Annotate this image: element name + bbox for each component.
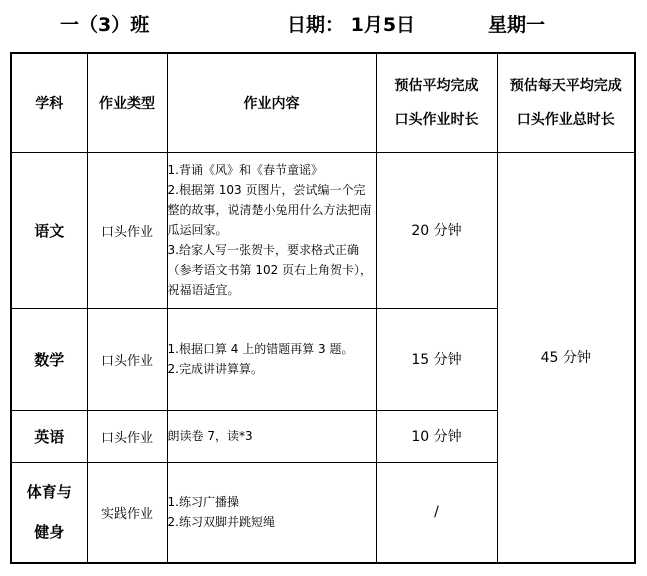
time-math: 15 分钟 bbox=[376, 308, 497, 410]
col-header-daily-total-line1: 预估每天平均完成 bbox=[509, 77, 622, 94]
content-item: 1.背诵《风》和《春节童谣》 bbox=[167, 163, 323, 177]
content-item: 2.练习双脚并跳短绳 bbox=[167, 515, 275, 530]
content-item: 2.完成讲讲算算。 bbox=[167, 362, 263, 376]
col-header-type: 作业类型 bbox=[87, 53, 167, 152]
homework-table bbox=[10, 52, 636, 564]
content-item: 1.练习广播操 bbox=[167, 495, 239, 510]
type-english: 口头作业 bbox=[87, 410, 167, 462]
col-header-avg-time bbox=[376, 53, 497, 152]
subject-chinese: 语文 bbox=[11, 152, 87, 308]
subject-pe bbox=[11, 462, 87, 563]
content-math bbox=[167, 308, 376, 410]
time-chinese: 20 分钟 bbox=[376, 152, 497, 308]
content-item: 2.根据第 103 页图片，尝试编一个完整的故事，说清楚小兔用什么方法把南瓜运回家。 bbox=[167, 183, 372, 237]
table-header-row bbox=[11, 53, 635, 152]
content-item: 3.给家人写一张贺卡，要求格式正确（参考语文书第 102 页右上角贺卡），祝福语适宜。 bbox=[167, 243, 373, 297]
content-chinese bbox=[167, 152, 376, 308]
col-header-avg-time-line2: 口头作业时长 bbox=[394, 111, 479, 128]
content-english bbox=[167, 410, 376, 462]
subject-math: 数学 bbox=[11, 308, 87, 410]
content-item: 朗读卷 7，读*3 bbox=[167, 429, 253, 443]
page-header bbox=[0, 6, 647, 38]
col-header-daily-total bbox=[497, 53, 635, 152]
daily-total-time: 45 分钟 bbox=[497, 152, 635, 563]
subject-english: 英语 bbox=[11, 410, 87, 462]
class-label: 一（3）班 bbox=[60, 14, 150, 36]
weekday-label: 星期一 bbox=[488, 14, 546, 36]
content-item: 1.根据口算 4 上的错题再算 3 题。 bbox=[167, 342, 354, 356]
type-math: 口头作业 bbox=[87, 308, 167, 410]
date-label: 日期： 1月5日 bbox=[287, 14, 416, 36]
subject-pe-line1: 体育与 bbox=[26, 483, 72, 502]
table-row-chinese bbox=[11, 152, 635, 308]
time-english: 10 分钟 bbox=[376, 410, 497, 462]
time-pe: / bbox=[376, 462, 497, 563]
col-header-subject: 学科 bbox=[11, 53, 87, 152]
type-chinese: 口头作业 bbox=[87, 152, 167, 308]
type-pe: 实践作业 bbox=[87, 462, 167, 563]
col-header-content: 作业内容 bbox=[167, 53, 376, 152]
content-pe bbox=[167, 462, 376, 563]
subject-pe-line2: 健身 bbox=[34, 523, 65, 542]
col-header-daily-total-line2: 口头作业总时长 bbox=[516, 111, 615, 128]
col-header-avg-time-line1: 预估平均完成 bbox=[394, 77, 479, 94]
